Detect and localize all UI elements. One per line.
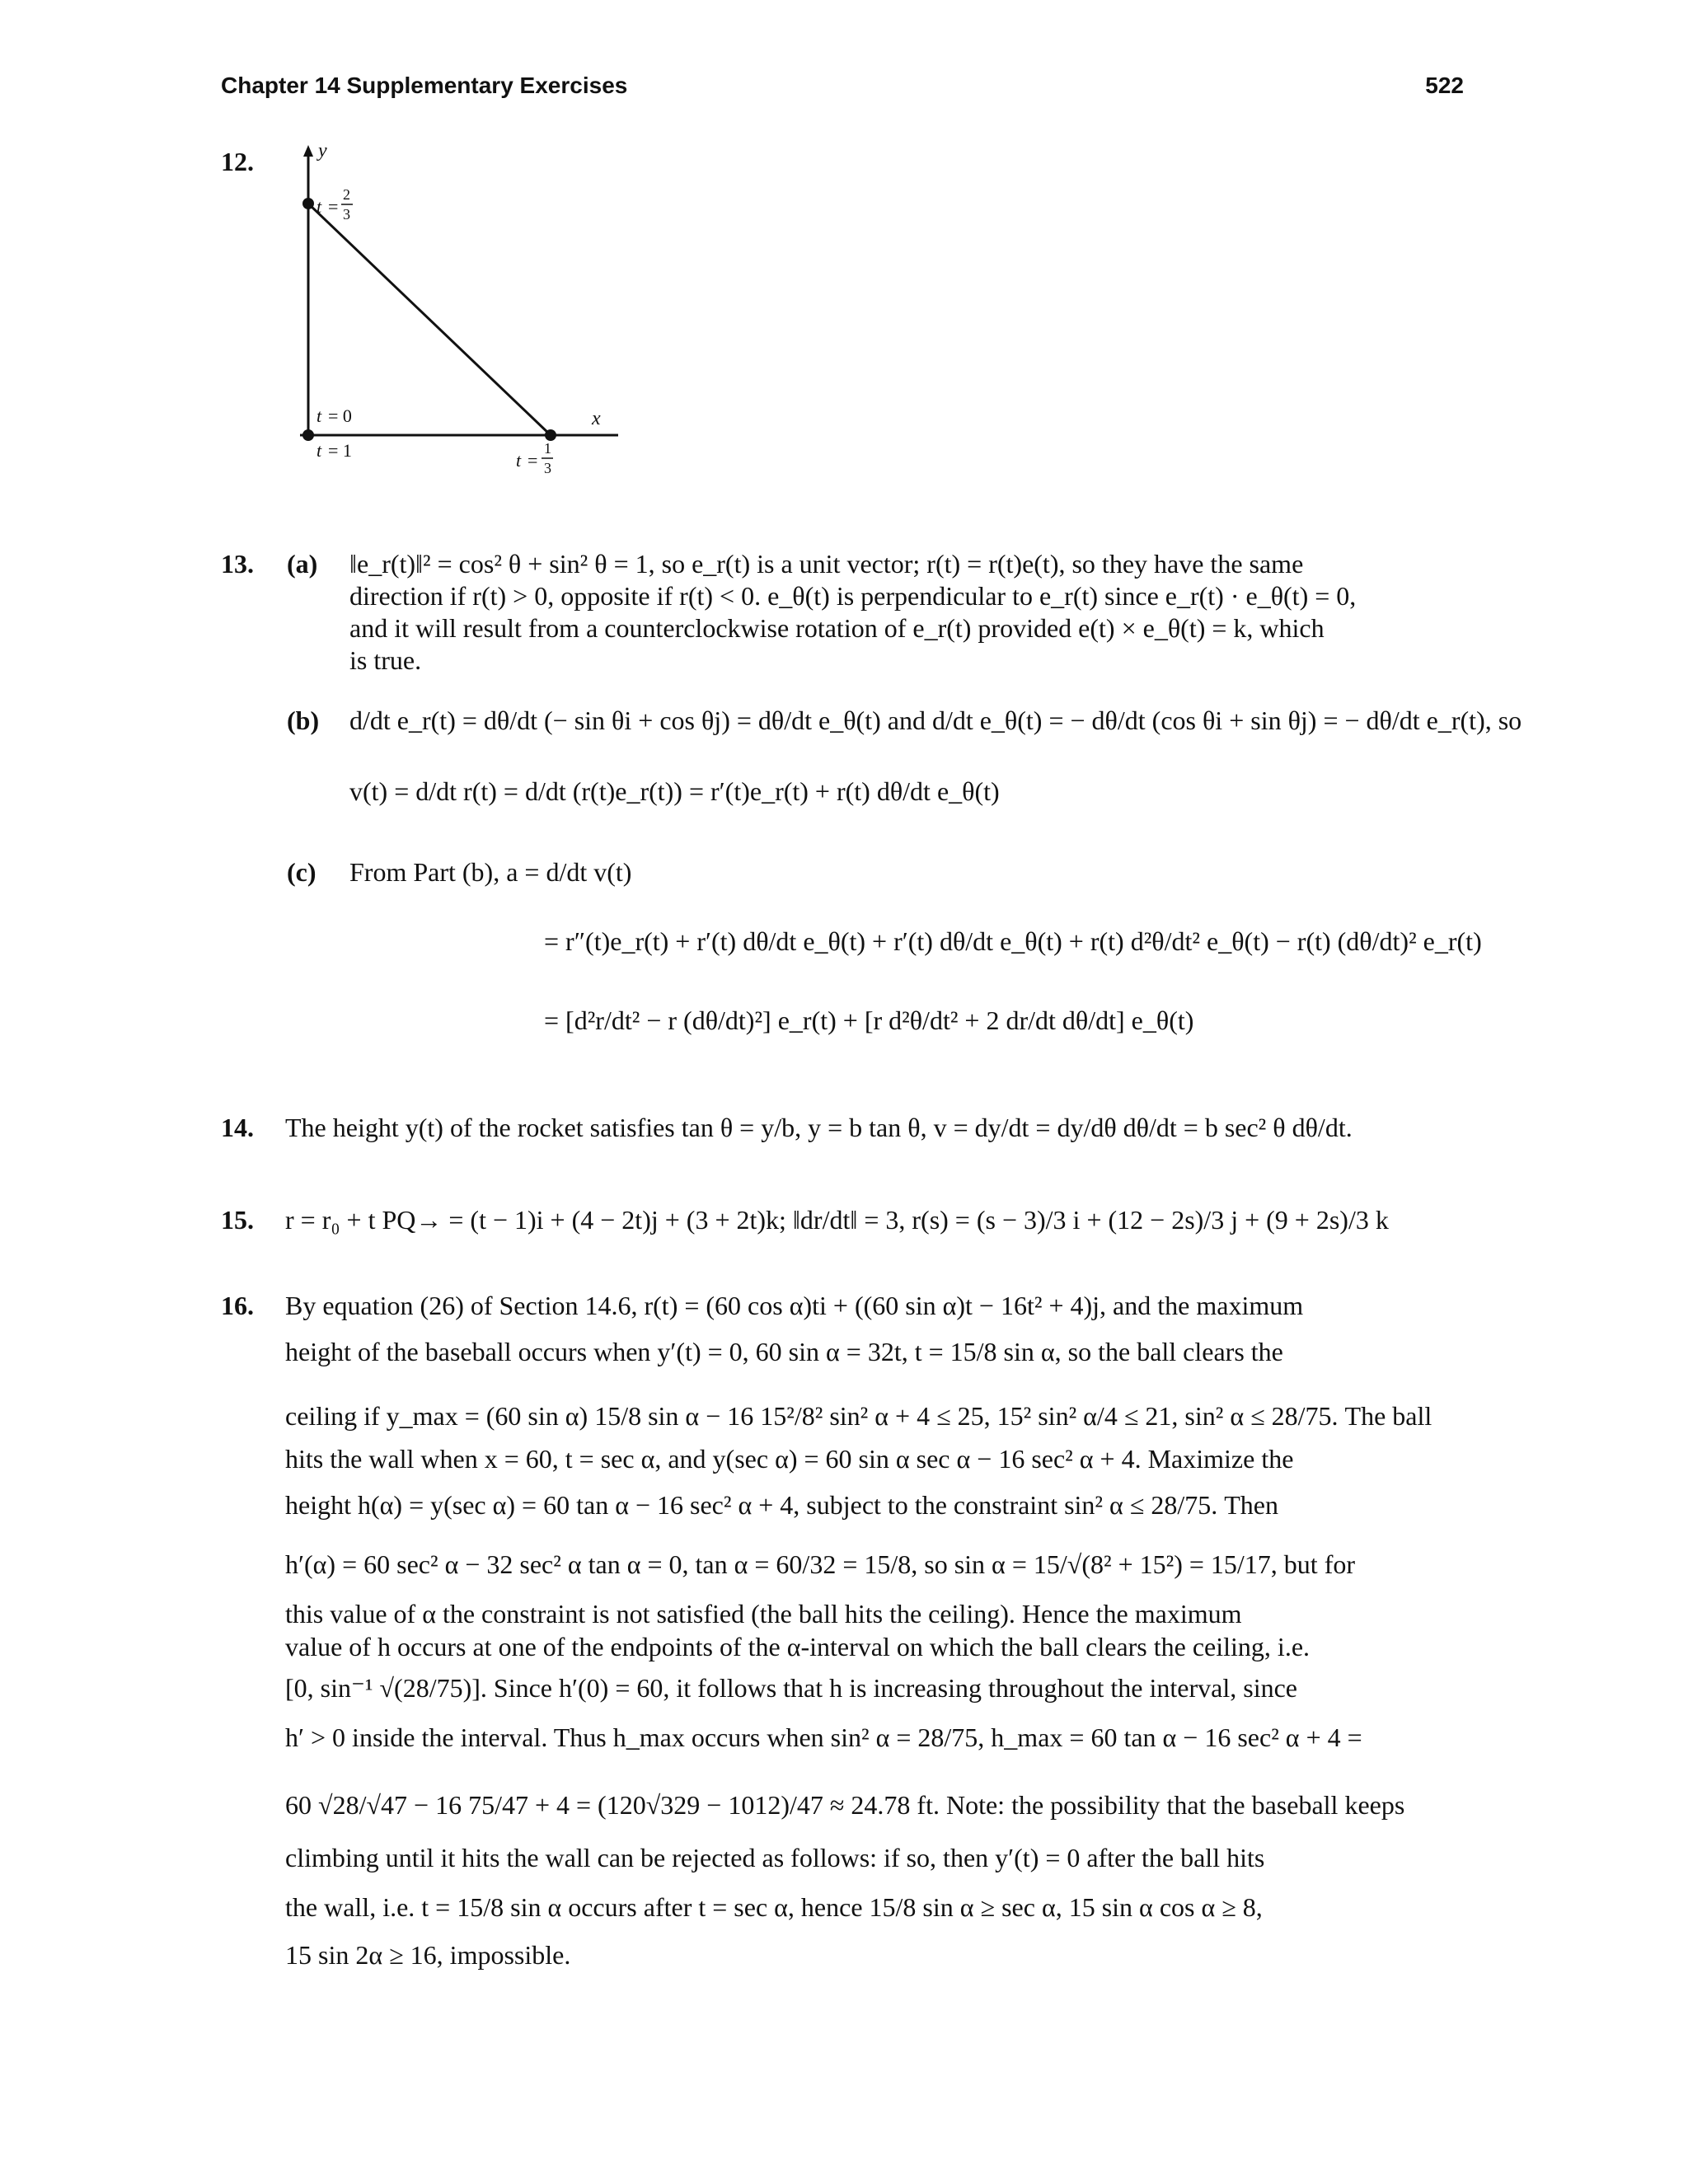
exercise-16-line: h′(α) = 60 sec² α − 32 sec² α tan α = 0, tan α = 60/32 = 15/8, so sin α = 15/√(8² + 15²) = 15/17, but for — [285, 1549, 1355, 1579]
point-right — [545, 429, 556, 441]
exercise-16-line: hits the wall when x = 60, t = sec α, and y(sec α) = 60 sin α sec α − 16 sec² α + 4. Maximize the — [285, 1444, 1294, 1474]
exercise-16-number: 16. — [221, 1291, 254, 1320]
point-top — [302, 198, 314, 209]
exercise-13-b-line: d/dt e_r(t) = dθ/dt (− sin θi + cos θj) = dθ/dt e_θ(t) and d/dt e_θ(t) = − dθ/dt (cos θi + sin θj) = − dθ/dt e_r(t), so — [349, 705, 1522, 735]
exercise-16-line: this value of α the constraint is not satisfied (the ball hits the ceiling). Hence the maximum — [285, 1599, 1242, 1629]
svg-text:=: = — [328, 196, 339, 217]
exercise-13-c-line: = [d²r/dt² − r (dθ/dt)²] e_r(t) + [r d²θ/dt² + 2 dr/dt dθ/dt] e_θ(t) — [544, 1005, 1194, 1035]
exercise-13-a-line: ‖e_r(t)‖² = cos² θ + sin² θ = 1, so e_r(t) is a unit vector; r(t) = r(t)e(t), so they have the same — [349, 549, 1304, 579]
exercise-13-c-line: = r″(t)e_r(t) + r′(t) dθ/dt e_θ(t) + r′(t) dθ/dt e_θ(t) + r(t) d²θ/dt² e_θ(t) − r(t) (dθ/dt)² e_r(t) — [544, 926, 1482, 956]
label-t-zero — [316, 405, 352, 426]
exercise-16-line: h′ > 0 inside the interval. Thus h_max occurs when sin² α = 28/75, h_max = 60 tan α − 16 sec² α + 4 = — [285, 1722, 1362, 1752]
exercise-16-line: [0, sin⁻¹ √(28/75)]. Since h′(0) = 60, it follows that h is increasing throughout the interval, since — [285, 1673, 1297, 1703]
svg-text:3: 3 — [343, 206, 350, 223]
exercise-16-line: height of the baseball occurs when y′(t) = 0, 60 sin α = 32t, t = 15/8 sin α, so the ball clears the — [285, 1337, 1283, 1366]
exercise-16-line: 15 sin 2α ≥ 16, impossible. — [285, 1940, 571, 1970]
exercise-13-a-line: is true. — [349, 645, 422, 675]
exercise-14-text: The height y(t) of the rocket satisfies tan θ = y/b, y = b tan θ, v = dy/dt = dy/dθ dθ/dt = b sec² θ dθ/dt. — [285, 1113, 1353, 1142]
page-number: 522 — [1425, 73, 1464, 98]
exercise-13-b-line: v(t) = d/dt r(t) = d/dt (r(t)e_r(t)) = r′(t)e_r(t) + r(t) dθ/dt e_θ(t) — [349, 776, 1000, 806]
svg-text:t: t — [316, 440, 322, 461]
exercise-15-text: r = r₀ + t PQ→ = (t − 1)i + (4 − 2t)j + (3 + 2t)k; ‖dr/dt‖ = 3, r(s) = (s − 3)/3 i + (12 − 2s)/3 j + (9 + 2s)/3 k — [285, 1205, 1389, 1235]
exercise-13-number: 13. — [221, 549, 254, 579]
point-origin — [302, 429, 314, 441]
exercise-16-line: climbing until it hits the wall can be rejected as follows: if so, then y′(t) = 0 after the ball hits — [285, 1843, 1265, 1872]
exercise-13-a-line: and it will result from a counterclockwise rotation of e_r(t) provided e(t) × e_θ(t) = k, which — [349, 613, 1325, 643]
label-t-one-third — [516, 440, 553, 476]
exercise-13-part-a-label: (a) — [287, 549, 318, 579]
exercise-13-part-b-label: (b) — [287, 705, 320, 735]
exercise-16-line: By equation (26) of Section 14.6, r(t) = (60 cos α)ti + ((60 sin α)t − 16t² + 4)j, and the maximum — [285, 1291, 1304, 1320]
exercise-15-number: 15. — [221, 1205, 254, 1235]
exercise-13-part-c-label: (c) — [287, 857, 316, 887]
svg-text:2: 2 — [343, 186, 350, 203]
svg-text:t: t — [316, 405, 322, 426]
svg-text:t: t — [316, 196, 322, 217]
exercise-12-figure — [288, 140, 635, 486]
svg-text:1: 1 — [544, 440, 551, 457]
exercise-12-number: 12. — [221, 147, 254, 176]
exercise-16-line: the wall, i.e. t = 15/8 sin α occurs after t = sec α, hence 15/8 sin α ≥ sec α, 15 sin α cos α ≥ 8, — [285, 1892, 1263, 1922]
exercise-14-number: 14. — [221, 1113, 254, 1142]
exercise-16-line: value of h occurs at one of the endpoints of the α-interval on which the ball clears the ceiling, i.e. — [285, 1632, 1311, 1661]
exercise-16-line: 60 √28/√47 − 16 75/47 + 4 = (120√329 − 1012)/47 ≈ 24.78 ft. Note: the possibility that the baseball keeps — [285, 1790, 1405, 1820]
exercise-16-line: height h(α) = y(sec α) = 60 tan α − 16 sec² α + 4, subject to the constraint sin² α ≤ 28/75. Then — [285, 1490, 1278, 1520]
exercise-13-c-line: From Part (b), a = d/dt v(t) — [349, 857, 632, 887]
svg-text:t: t — [516, 450, 522, 471]
exercise-16-line: ceiling if y_max = (60 sin α) 15/8 sin α − 16 15²/8² sin² α + 4 ≤ 25, 15² sin² α/4 ≤ 21, sin² α ≤ 28/75. The ball — [285, 1401, 1432, 1431]
svg-text:=: = — [528, 450, 538, 471]
exercise-13-a-line: direction if r(t) > 0, opposite if r(t) < 0. e_θ(t) is perpendicular to e_r(t) since e_r(t) · e_θ(t) = 0, — [349, 581, 1357, 611]
label-t-one — [316, 440, 352, 461]
y-axis-arrow-icon — [303, 145, 313, 157]
x-axis-label: x — [592, 408, 601, 429]
svg-text:= 1: = 1 — [328, 440, 352, 461]
svg-text:= 0: = 0 — [328, 405, 352, 426]
y-axis-label: y — [318, 140, 327, 162]
chapter-title: Chapter 14 Supplementary Exercises — [221, 73, 628, 98]
path-segment — [308, 204, 551, 435]
svg-text:3: 3 — [544, 460, 551, 476]
